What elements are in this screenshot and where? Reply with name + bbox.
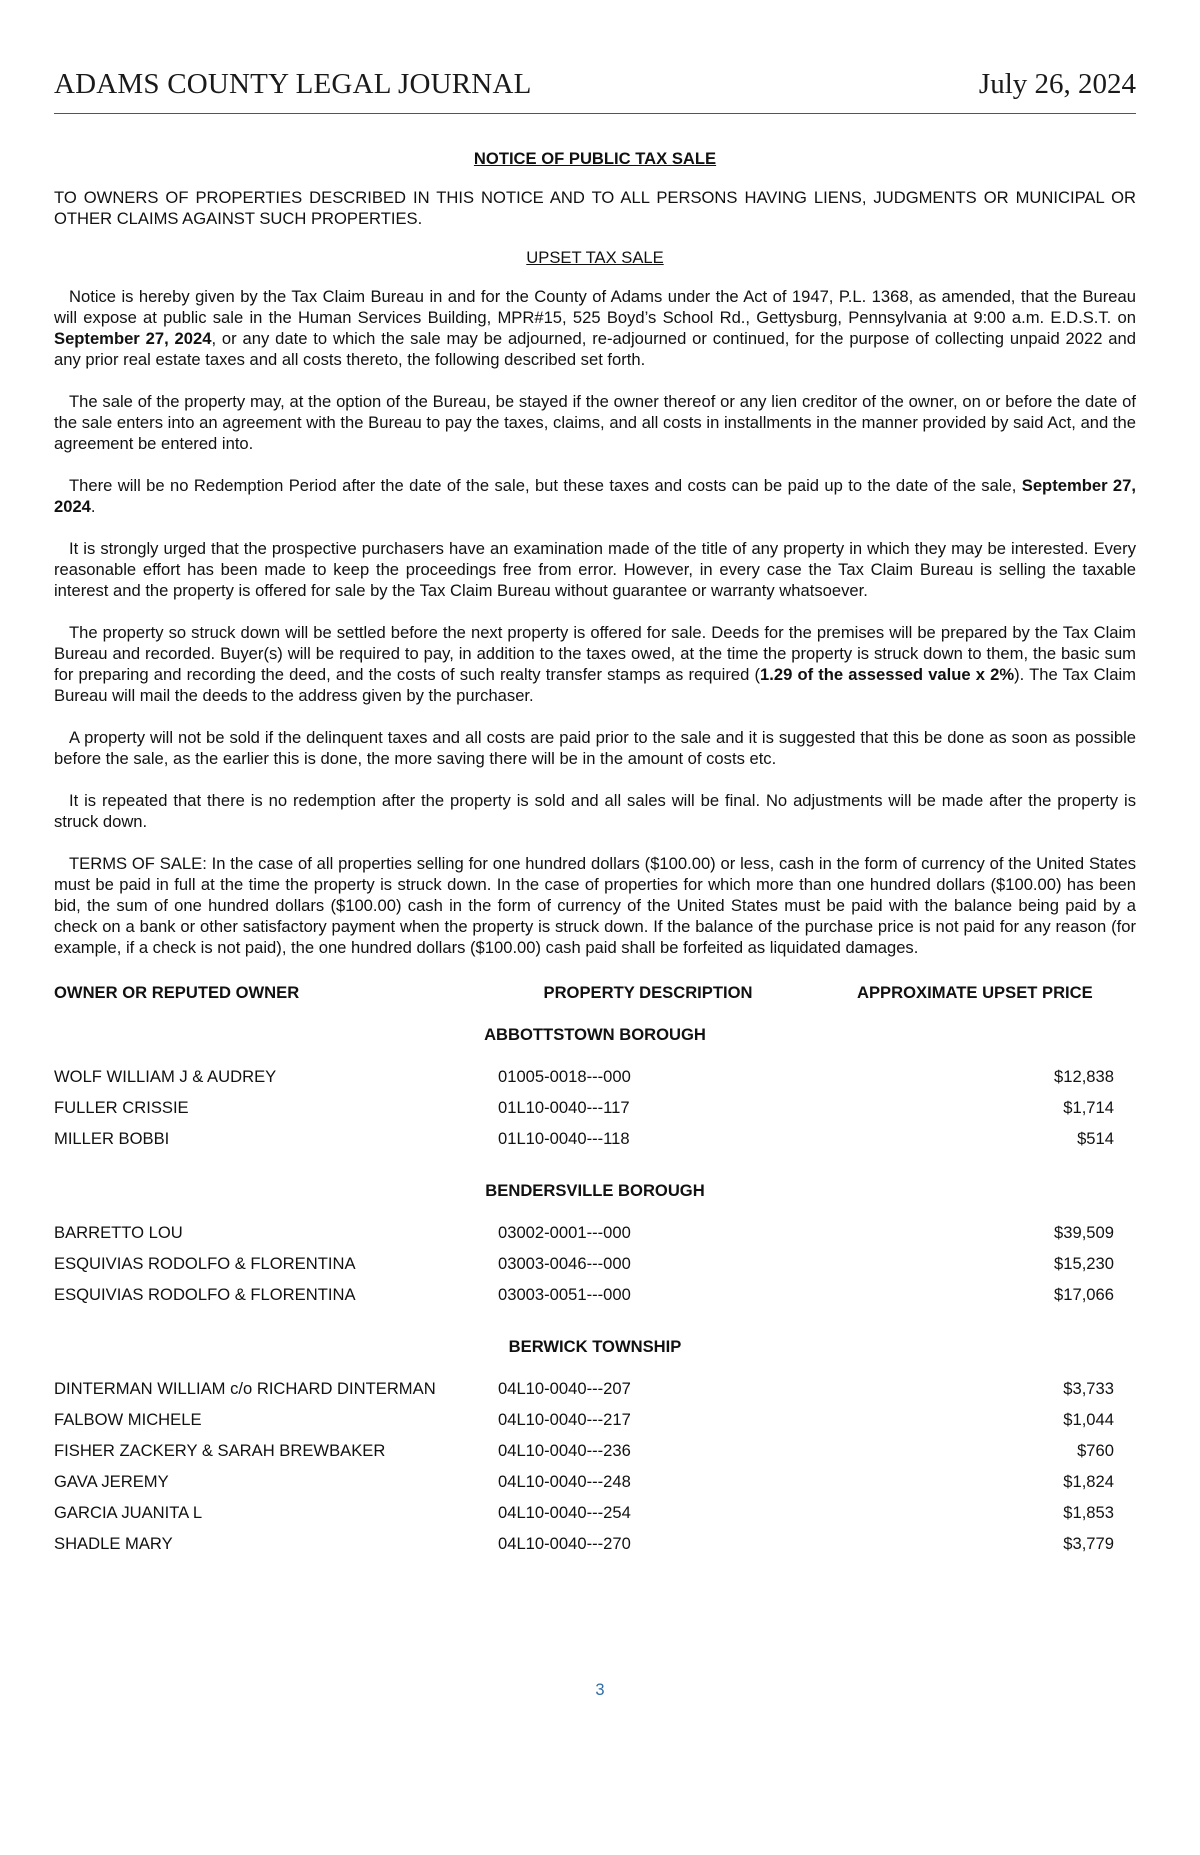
municipality-section xyxy=(54,1336,1136,1564)
parcel-number: 04L10-0040---254 xyxy=(498,1503,631,1522)
upset-price: $1,824 xyxy=(1063,1472,1114,1491)
table-row xyxy=(54,1378,1136,1409)
table-row xyxy=(54,1502,1136,1533)
owner-name: FISHER ZACKERY & SARAH BREWBAKER xyxy=(54,1441,386,1460)
parcel-number: 01L10-0040---118 xyxy=(498,1129,630,1148)
header-description: PROPERTY DESCRIPTION xyxy=(543,983,753,1002)
table-row xyxy=(54,1440,1136,1471)
header-price: APPROXIMATE UPSET PRICE xyxy=(857,983,1093,1002)
owner-name: FALBOW MICHELE xyxy=(54,1410,202,1429)
sale-date: September 27, 2024 xyxy=(54,476,1136,516)
parcel-number: 01005-0018---000 xyxy=(498,1067,631,1086)
municipality-title: BERWICK TOWNSHIP xyxy=(508,1337,682,1356)
table-row xyxy=(54,1471,1136,1502)
municipality-title: BENDERSVILLE BOROUGH xyxy=(485,1181,705,1200)
transfer-stamp-rate: 1.29 of the assessed value x 2% xyxy=(760,665,1015,684)
upset-price: $3,733 xyxy=(1063,1379,1114,1398)
paragraph-text: There will be no Redemption Period after the date of the sale, but these taxes and costs can be paid up to the date of the sale, xyxy=(69,476,1022,495)
sale-date: September 27, 2024 xyxy=(54,329,212,348)
table-row xyxy=(54,1533,1136,1564)
paragraph-settlement xyxy=(54,622,1136,706)
upset-price: $15,230 xyxy=(1054,1254,1114,1273)
parcel-number: 04L10-0040---236 xyxy=(498,1441,631,1460)
issue-date: July 26, 2024 xyxy=(978,68,1136,100)
owner-name: GAVA JEREMY xyxy=(54,1472,169,1491)
owner-name: GARCIA JUANITA L xyxy=(54,1503,203,1522)
masthead xyxy=(54,64,1136,114)
upset-price: $3,779 xyxy=(1063,1534,1114,1553)
municipality-section xyxy=(54,1024,1136,1159)
notice-addressee: TO OWNERS OF PROPERTIES DESCRIBED IN THIS NOTICE AND TO ALL PERSONS HAVING LIENS, JUDGMENTS OR MUNICIPAL OR OTHER CLAIMS AGAINST SUCH PROPERTIES. xyxy=(54,188,1136,228)
table-row xyxy=(54,1284,1136,1315)
table-row xyxy=(54,1409,1136,1440)
notice-body xyxy=(54,148,1136,1564)
owner-name: MILLER BOBBI xyxy=(54,1129,170,1148)
parcel-number: 03003-0046---000 xyxy=(498,1254,631,1273)
paragraph-terms-of-sale: TERMS OF SALE: In the case of all properties selling for one hundred dollars ($100.00) or less, cash in the form of currency of the United States must be paid in full at the time the property is struck down. In the case of properties for which more than one hundred dollars ($100.00) has been bid, the sum of one hundred dollars ($100.00) cash in the form of currency of the United States must be paid with the balance being paid by a check on a bank or other satisfactory payment when the property is struck down. If the balance of the purchase price is not paid for any reason (for example, if a check is not paid), the one hundred dollars ($100.00) cash paid shall be forfeited as liquidated damages. xyxy=(54,854,1136,957)
owner-name: BARRETTO LOU xyxy=(54,1223,183,1242)
table-row xyxy=(54,1253,1136,1284)
parcel-number: 03003-0051---000 xyxy=(498,1285,631,1304)
header-owner: OWNER OR REPUTED OWNER xyxy=(54,983,300,1002)
owner-name: ESQUIVIAS RODOLFO & FLORENTINA xyxy=(54,1254,356,1273)
paragraph-text: . xyxy=(90,497,96,516)
municipality-title: ABBOTTSTOWN BOROUGH xyxy=(484,1025,706,1044)
upset-price: $1,714 xyxy=(1063,1098,1114,1117)
upset-price: $17,066 xyxy=(1054,1285,1114,1304)
upset-price: $39,509 xyxy=(1054,1223,1114,1242)
owner-name: ESQUIVIAS RODOLFO & FLORENTINA xyxy=(54,1285,356,1304)
journal-name: ADAMS COUNTY LEGAL JOURNAL xyxy=(54,68,532,100)
paragraph-text: Notice is hereby given by the Tax Claim Bureau in and for the County of Adams under the Act of 1947, P.L. 1368, as amended, that the Bureau will expose at public sale in the Human Services Building, MPR#15, 525 Boyd’s School Rd., Gettysburg, Pennsylvania at 9:00 a.m. E.D.S.T. on xyxy=(54,287,1136,327)
owner-name: SHADLE MARY xyxy=(54,1534,173,1553)
municipality-section xyxy=(54,1180,1136,1315)
paragraph-stay-of-sale: The sale of the property may, at the option of the Bureau, be stayed if the owner thereof or any lien creditor of the owner, on or before the date of the sale enters into an agreement with the Bureau to pay the taxes, claims, and all costs in installments in the manner provided by said Act, and the agreement be entered into. xyxy=(54,392,1136,453)
parcel-number: 04L10-0040---248 xyxy=(498,1472,631,1491)
table-row xyxy=(54,1097,1136,1128)
notice-title: NOTICE OF PUBLIC TAX SALE xyxy=(473,149,717,168)
parcel-number: 04L10-0040---270 xyxy=(498,1534,631,1553)
paragraph-sale-notice xyxy=(54,286,1136,370)
table-row xyxy=(54,1066,1136,1097)
paragraph-redemption xyxy=(54,475,1136,517)
paragraph-prior-payment: A property will not be sold if the delinquent taxes and all costs are paid prior to the sale and it is suggested that this be done as soon as possible before the sale, as the earlier this is done, the more saving there will be in the amount of costs etc. xyxy=(54,728,1136,768)
owner-name: FULLER CRISSIE xyxy=(54,1098,189,1117)
upset-price: $514 xyxy=(1077,1129,1114,1148)
paragraph-no-redemption: It is repeated that there is no redemption after the property is sold and all sales will be final. No adjustments will be made after the property is struck down. xyxy=(54,791,1136,831)
page-number: 3 xyxy=(595,1681,605,1699)
parcel-number: 04L10-0040---217 xyxy=(498,1410,631,1429)
notice-subtitle: UPSET TAX SALE xyxy=(526,248,664,267)
paragraph-text: ). The Tax Claim Bureau will mail the deeds to the address given by the purchaser. xyxy=(54,665,1136,705)
upset-price: $760 xyxy=(1077,1441,1114,1460)
table-row xyxy=(54,1222,1136,1253)
paragraph-title-examination: It is strongly urged that the prospective purchasers have an examination made of the title of any property in which they may be interested. Every reasonable effort has been made to keep the proceedings free from error. However, in every case the Tax Claim Bureau is selling the taxable interest and the property is offered for sale by the Tax Claim Bureau without guarantee or warranty whatsoever. xyxy=(54,539,1136,600)
owner-name: WOLF WILLIAM J & AUDREY xyxy=(54,1067,277,1086)
parcel-number: 03002-0001---000 xyxy=(498,1223,631,1242)
paragraph-text: , or any date to which the sale may be adjourned, re-adjourned or continued, for the purpose of collecting unpaid 2022 and any prior real estate taxes and all costs thereto, the following described set forth. xyxy=(54,329,1136,369)
upset-price: $1,853 xyxy=(1063,1503,1114,1522)
upset-price: $1,044 xyxy=(1063,1410,1114,1429)
parcel-number: 01L10-0040---117 xyxy=(498,1098,630,1117)
parcel-number: 04L10-0040---207 xyxy=(498,1379,631,1398)
upset-price: $12,838 xyxy=(1054,1067,1114,1086)
paragraph-text: The property so struck down will be settled before the next property is offered for sale. Deeds for the premises will be prepared by the Tax Claim Bureau and recorded. Buyer(s) will be required to pay, in addition to the taxes owed, at the time the property is struck down to them, the basic sum for preparing and recording the deed, and the costs of such realty transfer stamps as required ( xyxy=(54,623,1136,684)
owner-name: DINTERMAN WILLIAM c/o RICHARD DINTERMAN xyxy=(54,1379,436,1398)
table-row xyxy=(54,1128,1136,1159)
table-header xyxy=(54,982,1136,1003)
